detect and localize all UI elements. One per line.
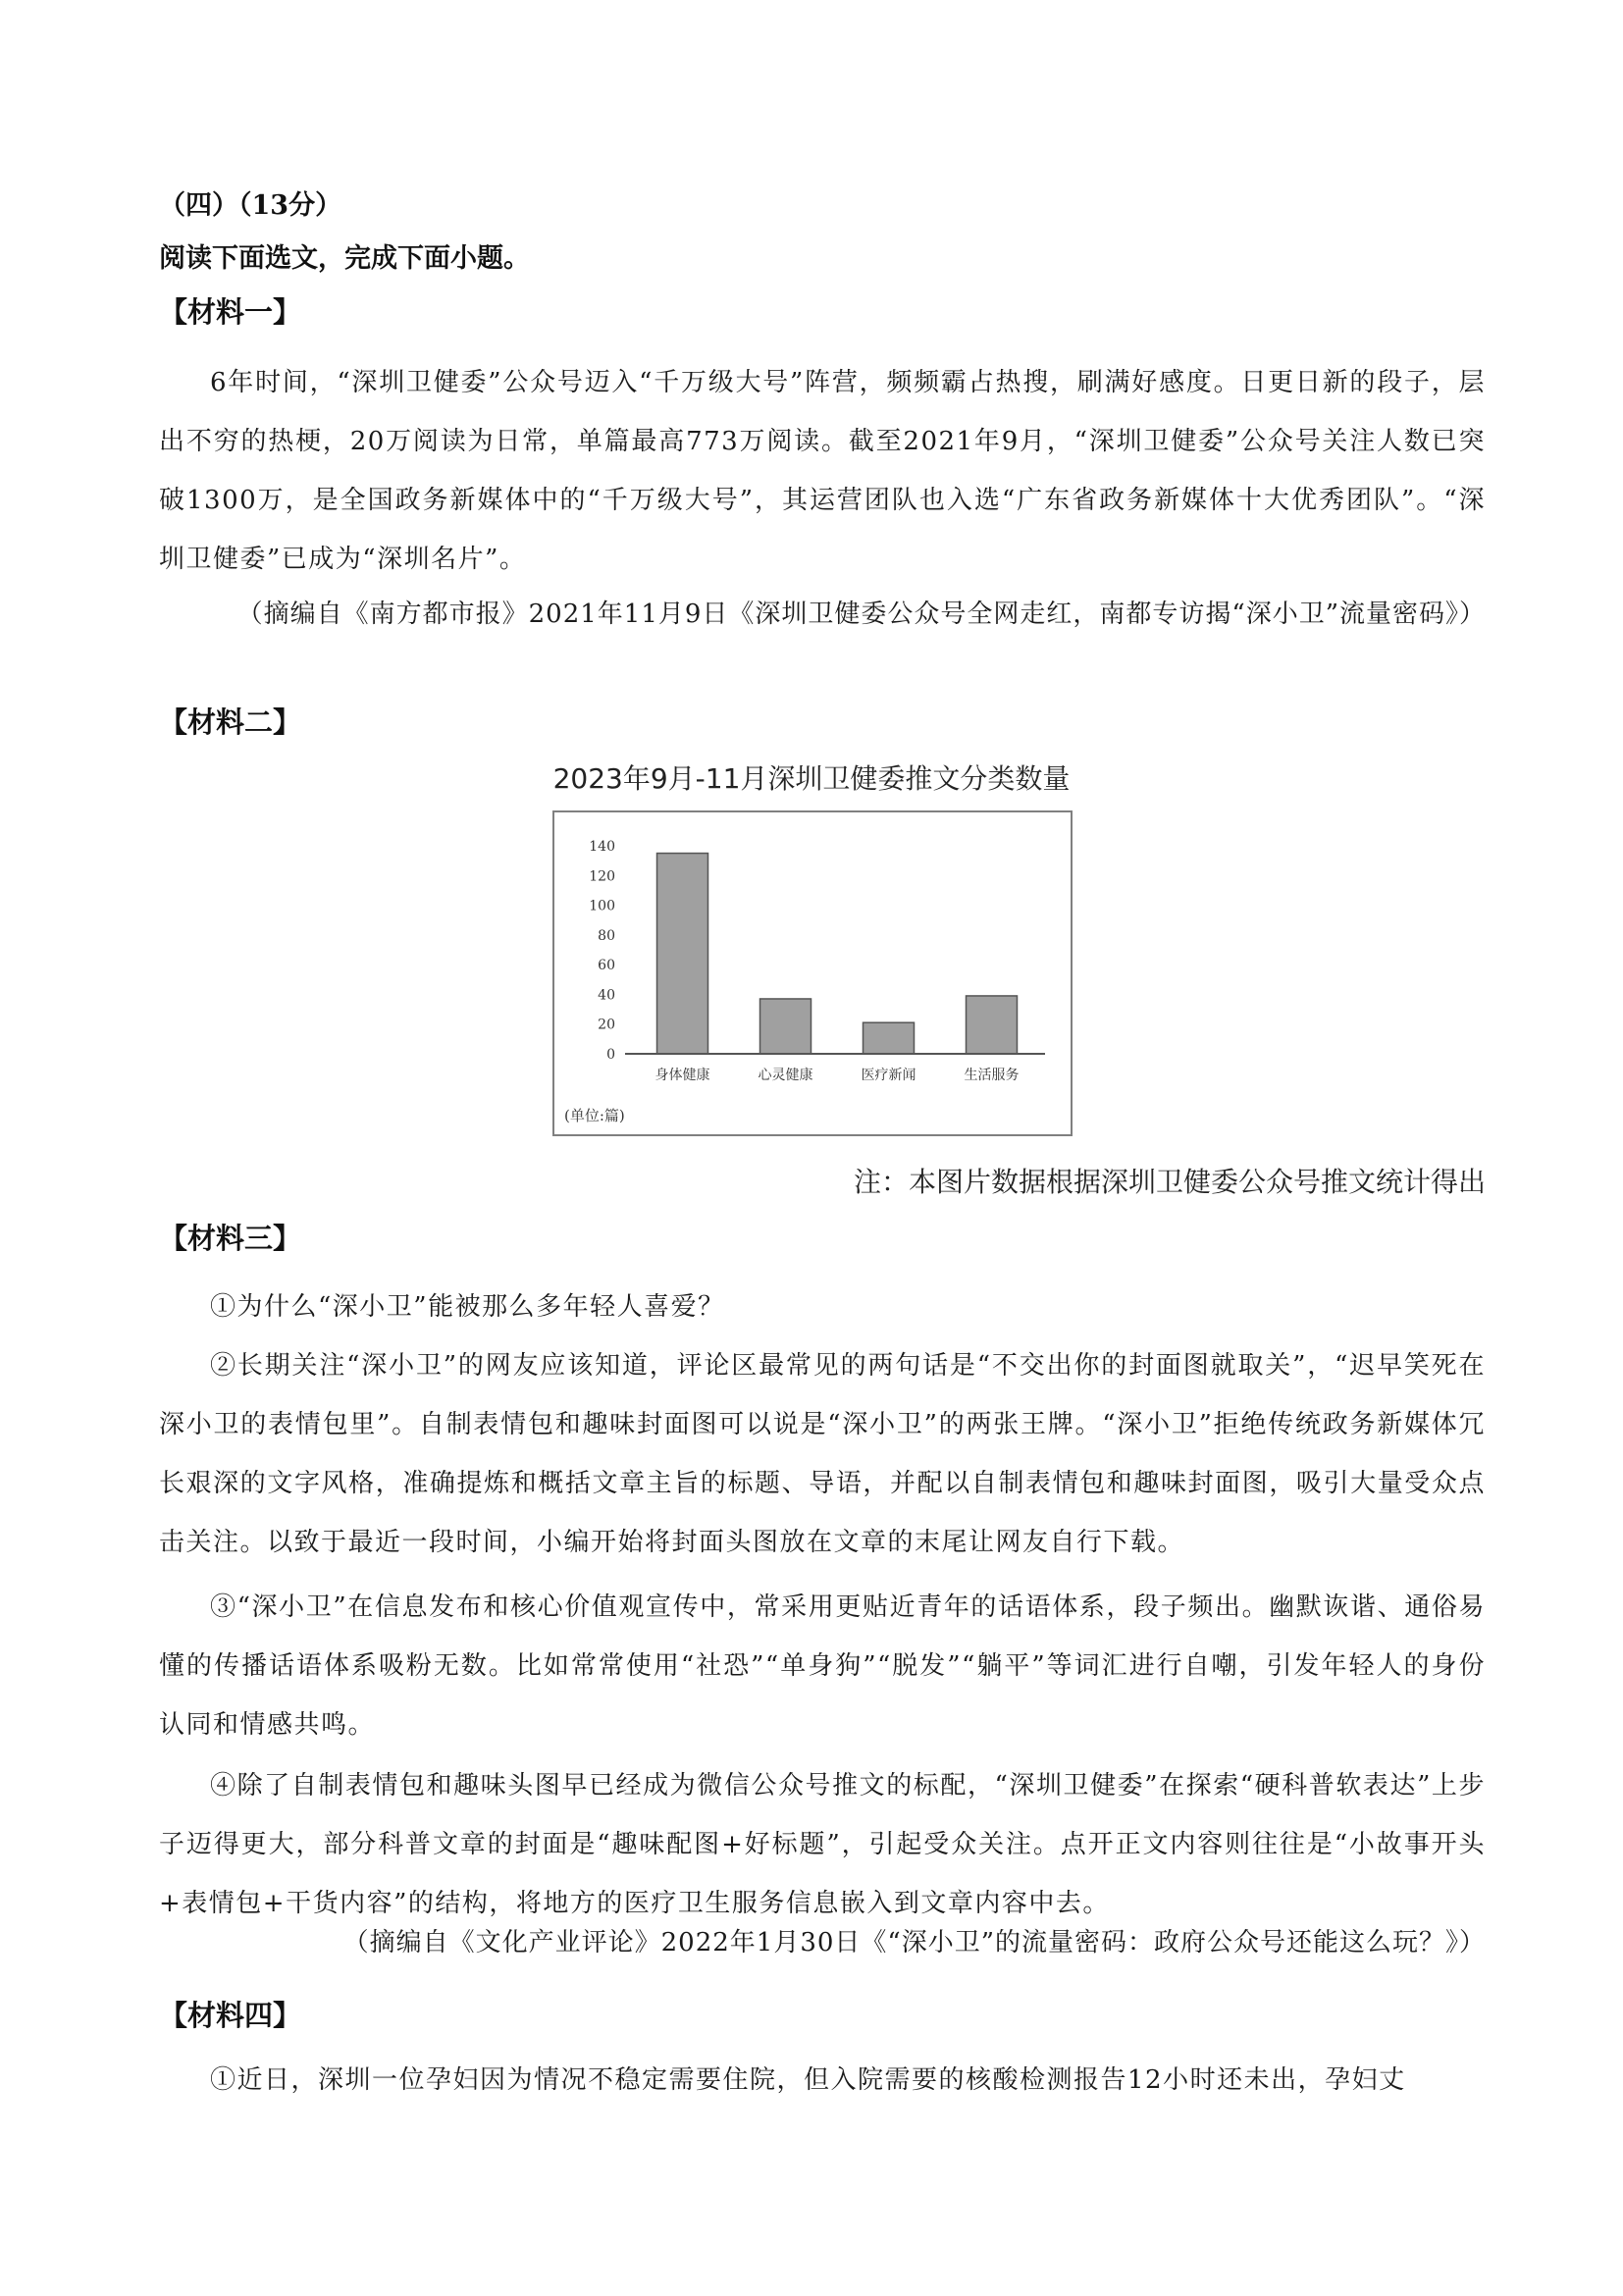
chart-title: 2023年9月-11月深圳卫健委推文分类数量 — [552, 762, 1071, 795]
y-tick-label: 40 — [598, 987, 615, 1004]
x-tick-label: 医疗新闻 — [861, 1068, 916, 1083]
material3-label: 【材料三】 — [159, 1222, 302, 1255]
y-tick-label: 60 — [598, 958, 615, 974]
y-tick-label: 140 — [589, 839, 615, 855]
material2-label: 【材料二】 — [159, 705, 302, 739]
bar-0 — [657, 854, 708, 1054]
instruction-text: 阅读下面选文，完成下面小题。 — [159, 243, 530, 274]
material3-source: （摘编自《文化产业评论》2022年1月30日《“深小卫”的流量密码：政府公众号还能这么玩？》） — [342, 1928, 1486, 1957]
material1-source: （摘编自《南方都市报》2021年11月9日《深圳卫健委公众号全网走红，南都专访揭“深小卫”流量密码》） — [236, 600, 1486, 629]
x-tick-label: 身体健康 — [654, 1068, 710, 1083]
y-tick-label: 80 — [598, 927, 615, 944]
y-axis-ticks — [589, 839, 615, 1063]
bar-1 — [760, 999, 812, 1054]
y-tick-label: 100 — [589, 898, 615, 914]
bar-2 — [864, 1022, 915, 1054]
chart-svg — [554, 812, 1071, 1134]
y-tick-label: 20 — [598, 1017, 615, 1033]
material4-paragraph: ①近日，深圳一位孕妇因为情况不稳定需要住院，但入院需要的核酸检测报告12小时还未出，孕妇丈 — [210, 2065, 1406, 2095]
y-tick-label: 120 — [589, 868, 615, 885]
x-tick-label: 心灵健康 — [758, 1068, 813, 1083]
unit-label: (单位:篇) — [564, 1107, 625, 1124]
material4-label: 【材料四】 — [159, 1999, 302, 2032]
material3-paragraph: ①为什么“深小卫”能被那么多年轻人喜爱？ — [210, 1292, 725, 1322]
material3-paragraph: ③“深小卫”在信息发布和核心价值观宣传中，常采用更贴近青年的话语体系，段子频出。幽默诙谐、通俗易懂的传播话语体系吸粉无数。比如常常使用“社恐”“单身狗”“脱发”“躺平”等词汇进行自嘲，引发年轻人的身份认同和情感共鸣。 — [159, 1592, 1486, 1740]
bars — [657, 854, 1018, 1054]
material3-paragraph: ②长期关注“深小卫”的网友应该知道，评论区最常见的两句话是“不交出你的封面图就取关”，“迟早笑死在深小卫的表情包里”。自制表情包和趣味封面图可以说是“深小卫”的两张王牌。“深小卫”拒绝传统政务新媒体冗长艰深的文字风格，准确提炼和概括文章主旨的标题、导语，并配以自制表情包和趣味封面图，吸引大量受众点击关注。以致于最近一段时间，小编开始将封面头图放在文章的末尾让网友自行下载。 — [159, 1351, 1486, 1557]
material3-paragraph: ④除了自制表情包和趣味头图早已经成为微信公众号推文的标配，“深圳卫健委”在探索“硬科普软表达”上步子迈得更大，部分科普文章的封面是“趣味配图+好标题”，引起受众关注。点开正文内容则往往是“小故事开头+表情包+干货内容”的结构，将地方的医疗卫生服务信息嵌入到文章内容中去。 — [159, 1771, 1486, 1918]
material1-label: 【材料一】 — [159, 295, 302, 329]
y-tick-label: 0 — [606, 1047, 615, 1063]
bar-chart — [552, 810, 1073, 1136]
x-axis-labels — [655, 1067, 1020, 1083]
bar-3 — [967, 996, 1018, 1054]
material1-paragraph: 6年时间，“深圳卫健委”公众号迈入“千万级大号”阵营，频频霸占热搜，刷满好感度。日更日新的段子，层出不穷的热梗，20万阅读为日常，单篇最高773万阅读。截至2021年9月，“深圳卫健委”公众号关注人数已突破1300万，是全国政务新媒体中的“千万级大号”，其运营团队也入选“广东省政务新媒体十大优秀团队”。“深圳卫健委”已成为“深圳名片”。 — [159, 368, 1486, 574]
x-tick-label: 生活服务 — [964, 1068, 1020, 1083]
section-header: （四）（13分） — [159, 190, 342, 221]
chart-note: 注：本图片数据根据深圳卫健委公众号推文统计得出 — [853, 1166, 1486, 1198]
